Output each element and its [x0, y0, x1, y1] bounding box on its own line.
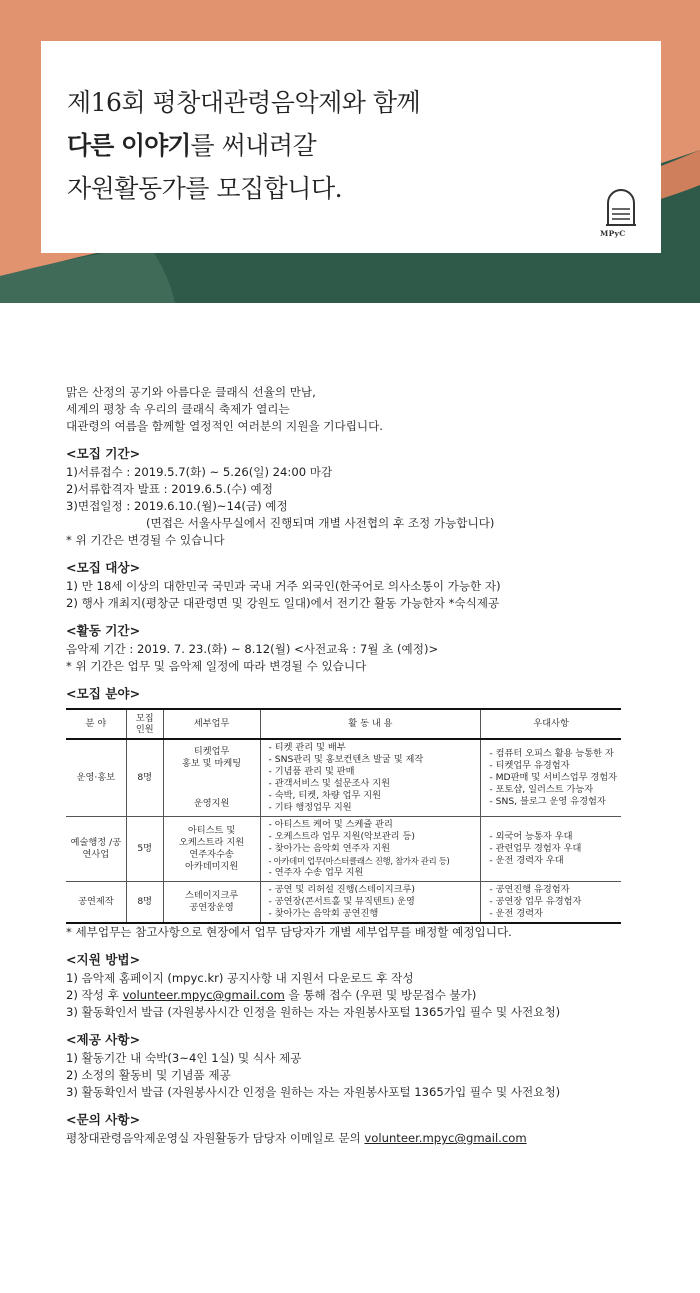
- activity-item: 음악제 기간 : 2019. 7. 23.(화) ~ 8.12(월) <사전교육 : 7월 초 (예정)>: [66, 642, 439, 656]
- table-row: [66, 882, 621, 924]
- spacer: [168, 770, 256, 784]
- cell-count: 8명: [126, 882, 163, 924]
- cell-activities: [260, 817, 481, 882]
- cell-field: 운영·홍보: [66, 739, 126, 817]
- task-line: 아티스트 및: [187, 825, 236, 836]
- intro-line: 대관령의 여름을 함께할 열정적인 여러분의 지원을 기다립니다.: [66, 419, 383, 433]
- target-item: 2) 행사 개최지(평창군 대관령면 및 강원도 일대)에서 전기간 활동 가능한자 *숙식제공: [66, 596, 500, 610]
- banner-title-line2: [67, 126, 316, 162]
- pref-line: - 운전 경력자 우대: [489, 855, 564, 866]
- apply-item: 1) 음악제 홈페이지 (mpyc.kr) 공지사항 내 지원서 다운로드 후 작성: [66, 971, 414, 985]
- col-header-activities: 활 동 내 용: [260, 709, 481, 739]
- cell-count: 5명: [126, 817, 163, 882]
- task-line: 오케스트라 지원: [179, 837, 245, 848]
- activity-item: * 위 기간은 업무 및 음악제 일정에 따라 변경될 수 있습니다: [66, 659, 367, 673]
- header-banner: [0, 0, 700, 303]
- activity-line: - 공연장(콘서트홀 및 뮤직텐트) 운영: [268, 896, 415, 907]
- apply-item: [66, 987, 646, 1004]
- pref-line: - 포토샵, 일러스트 가능자: [489, 784, 594, 795]
- col-header-field: 분 야: [66, 709, 126, 739]
- table-header-row: [66, 709, 621, 739]
- activity-line: - 관객서비스 및 설문조사 지원: [268, 778, 390, 789]
- period-item: 1)서류접수 : 2019.5.7(화) ~ 5.26(일) 24:00 마감: [66, 465, 333, 479]
- col-header-count: 모집 인원: [126, 709, 163, 739]
- intro-line: 맑은 산정의 공기와 아름다운 클래식 선율의 만남,: [66, 385, 316, 399]
- pref-line: - 공연진행 유경험자: [489, 884, 570, 895]
- contact-email-link[interactable]: volunteer.mpyc@gmail.com: [364, 1131, 527, 1145]
- task-line: 스테이지크루: [184, 890, 239, 901]
- pref-line: - 컴퓨터 오피스 활용 능통한 자: [489, 748, 614, 759]
- cell-prefs: [481, 739, 621, 817]
- intro-line: 세계의 평창 속 우리의 클래식 축제가 열리는: [66, 402, 290, 416]
- mpyc-logo-icon: [604, 185, 638, 227]
- task-line: 아카데미지원: [184, 861, 239, 872]
- logo-text: MPyC: [600, 229, 626, 238]
- activity-line: - 숙박, 티켓, 차량 업무 지원: [268, 790, 382, 801]
- cell-field: 공연제작: [66, 882, 126, 924]
- task-line: 연주자수송: [189, 849, 234, 860]
- cell-activities: [260, 882, 481, 924]
- activity-line: - SNS관리 및 홍보컨텐츠 발굴 및 제작: [268, 754, 424, 765]
- cell-count: 8명: [126, 739, 163, 817]
- pref-line: - 운전 경력자: [489, 908, 543, 919]
- task-line: 홍보 및 마케팅: [182, 758, 242, 769]
- pref-line: - MD판매 및 서비스업무 경험자: [489, 772, 617, 783]
- table-row: [66, 739, 621, 817]
- activity-line: - 기념품 관리 및 판매: [268, 766, 355, 777]
- cell-field: 예술행정 /공연사업: [66, 817, 126, 882]
- banner-title-line3: 자원활동가를 모집합니다.: [67, 174, 343, 203]
- activity-line: - 찾아가는 음악회 공연진행: [268, 908, 379, 919]
- apply-item2-suffix: 을 통해 접수 (우편 및 방문접수 불가): [284, 988, 477, 1002]
- activity-line: - 공연 및 리허설 진행(스테이지크루): [268, 884, 415, 895]
- target-heading: <모집 대상>: [66, 560, 141, 575]
- target-item: 1) 만 18세 이상의 대한민국 국민과 국내 거주 외국인(한국어로 의사소통이 가능한 자): [66, 579, 501, 593]
- period-interview-note: (면접은 서울사무실에서 진행되며 개별 사전협의 후 조정 가능합니다): [146, 516, 495, 530]
- title-card: [41, 41, 661, 253]
- period-item: 3)면접일정 : 2019.6.10.(월)~14(금) 예정: [66, 499, 288, 513]
- cell-tasks: [163, 739, 260, 817]
- activity-line: - 아카데미 업무(마스터클래스 진행, 참가자 관리 등): [268, 856, 450, 866]
- fields-table: [66, 708, 621, 924]
- apply-item2-prefix: 2) 작성 후: [66, 988, 123, 1002]
- apply-heading: <지원 방법>: [66, 952, 141, 967]
- benefits-heading: <제공 사항>: [66, 1032, 141, 1047]
- col-header-tasks: 세부업무: [163, 709, 260, 739]
- period-item: 2)서류합격자 발표 : 2019.6.5.(수) 예정: [66, 482, 273, 496]
- activity-line: - 티켓 관리 및 배부: [268, 742, 346, 753]
- contact-prefix: 평창대관령음악제운영실 자원활동가 담당자 이메일로 문의: [66, 1131, 365, 1145]
- banner-title-bold: 다른 이야기: [67, 131, 191, 160]
- benefit-item: 3) 활동확인서 발급 (자원봉사시간 인정을 원하는 자는 자원봉사포털 1365가입 필수 및 사전요청): [66, 1085, 561, 1099]
- fields-heading: <모집 분야>: [66, 686, 141, 701]
- col-header-prefs: 우대사항: [481, 709, 621, 739]
- activity-line: - 오케스트라 업무 지원(악보관리 등): [268, 831, 415, 842]
- task-line: 티켓업무: [193, 746, 230, 757]
- period-note: * 위 기간은 변경될 수 있습니다: [66, 533, 225, 547]
- contact-text: [66, 1130, 646, 1147]
- notice-content: [66, 384, 646, 1147]
- pref-line: - 공연장 업무 유경험자: [489, 896, 582, 907]
- pref-line: - SNS, 블로그 운영 유경험자: [489, 796, 606, 807]
- cell-prefs: [481, 882, 621, 924]
- cell-prefs: [481, 817, 621, 882]
- contact-heading: <문의 사항>: [66, 1112, 141, 1127]
- activity-line: - 연주자 수송 업무 지원: [268, 867, 364, 878]
- fields-footnote: * 세부업무는 참고사항으로 현장에서 업무 담당자가 개별 세부업무를 배정할 예정입니다.: [66, 925, 512, 939]
- table-row: [66, 817, 621, 882]
- task-line: 공연장운영: [189, 902, 234, 913]
- pref-line: - 외국어 능통자 우대: [489, 831, 573, 842]
- spacer: [168, 784, 256, 798]
- pref-line: - 관련업무 경험자 우대: [489, 843, 582, 854]
- pref-line: - 티켓업무 유경험자: [489, 760, 570, 771]
- activity-line: - 아티스트 케어 및 스케쥴 관리: [268, 819, 393, 830]
- benefit-item: 1) 활동기간 내 숙박(3~4인 1실) 및 식사 제공: [66, 1051, 302, 1065]
- apply-item: 3) 활동확인서 발급 (자원봉사시간 인정을 원하는 자는 자원봉사포털 1365가입 필수 및 사전요청): [66, 1005, 561, 1019]
- cell-activities: [260, 739, 481, 817]
- benefit-item: 2) 소정의 활동비 및 기념품 제공: [66, 1068, 231, 1082]
- activity-heading: <활동 기간>: [66, 623, 141, 638]
- period-heading: <모집 기간>: [66, 446, 141, 461]
- cell-tasks: [163, 817, 260, 882]
- activity-line: - 기타 행정업무 지원: [268, 802, 352, 813]
- cell-tasks: [163, 882, 260, 924]
- activity-line: - 찾아가는 음악회 연주자 지원: [268, 843, 390, 854]
- task-line: 운영지원: [193, 798, 230, 809]
- banner-title-line2-rest: 를 써내려갈: [190, 131, 317, 160]
- banner-title-line1: 제16회 평창대관령음악제와 함께: [67, 88, 421, 117]
- apply-email-link[interactable]: volunteer.mpyc@gmail.com: [122, 988, 285, 1002]
